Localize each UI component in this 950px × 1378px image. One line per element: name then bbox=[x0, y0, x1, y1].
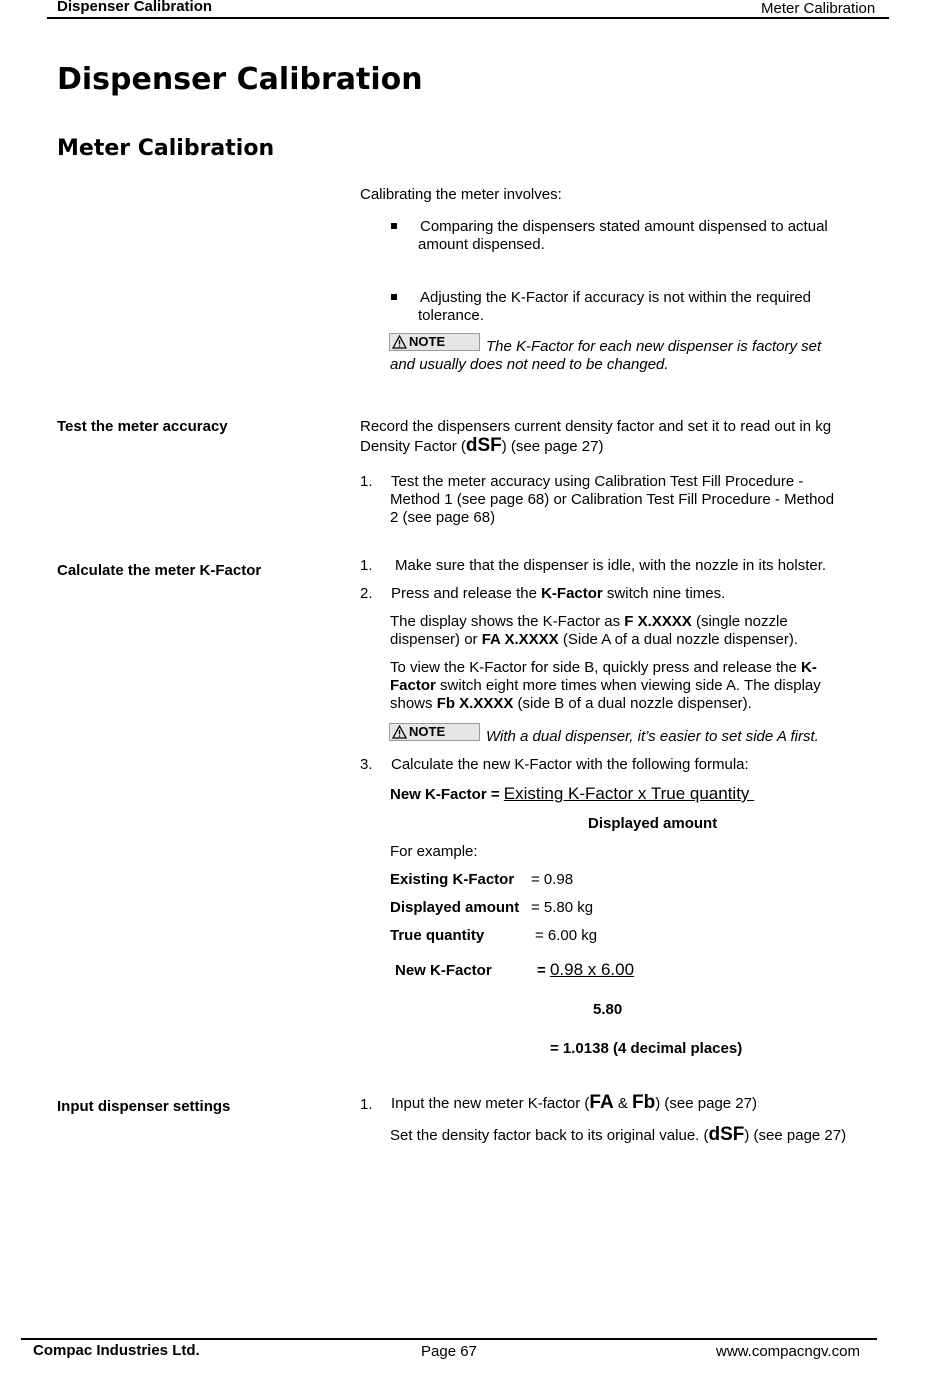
note-text: With a dual dispenser, it’s easier to set side A first. bbox=[486, 728, 819, 745]
bullet-marker bbox=[391, 294, 397, 300]
view-side-b-line-2: Factor switch eight more times when viewing side A. The display bbox=[390, 677, 821, 694]
step-number: 1. bbox=[360, 557, 373, 574]
note-text-line-2: and usually does not need to be changed. bbox=[390, 356, 669, 373]
step-number: 1. bbox=[360, 1096, 373, 1113]
bullet-1-line-2: amount dispensed. bbox=[418, 236, 545, 253]
warning-icon bbox=[392, 725, 407, 739]
header-rule bbox=[47, 17, 889, 19]
input-step-1: Input the new meter K-factor (FA & Fb) (see page 27) bbox=[391, 1092, 757, 1113]
test-step-1-line-2: Method 1 (see page 68) or Calibration Test Fill Procedure - Method bbox=[390, 491, 835, 508]
step-number: 2. bbox=[360, 585, 373, 602]
view-side-b-line-1: To view the K-Factor for side B, quickly press and release the K- bbox=[390, 659, 817, 676]
warning-icon bbox=[392, 335, 407, 349]
result-value: = 1.0138 (4 decimal places) bbox=[550, 1040, 743, 1057]
reset-density-line: Set the density factor back to its original value. (dSF) (see page 27) bbox=[390, 1124, 847, 1145]
note-text-line-1: The K-Factor for each new dispenser is factory set bbox=[486, 338, 822, 355]
example-displayed-value: = 5.80 kg bbox=[531, 899, 594, 916]
running-header-right: Meter Calibration bbox=[761, 0, 876, 17]
note-badge-label: NOTE bbox=[409, 724, 446, 739]
note-badge bbox=[389, 333, 480, 351]
example-true-label: True quantity bbox=[390, 927, 485, 944]
section-title: Meter Calibration bbox=[57, 136, 275, 161]
running-header-left: Dispenser Calibration bbox=[57, 0, 213, 15]
step-number: 3. bbox=[360, 756, 373, 773]
note-badge bbox=[389, 723, 480, 741]
display-code: Fb bbox=[632, 1092, 656, 1113]
view-side-b-line-3: shows Fb X.XXXX (side B of a dual nozzle dispenser). bbox=[390, 695, 752, 712]
display-code: FA bbox=[589, 1092, 614, 1113]
test-step-1-line-1: Test the meter accuracy using Calibration Test Fill Procedure - bbox=[391, 473, 804, 490]
intro-lead: Calibrating the meter involves: bbox=[360, 186, 562, 203]
display-desc-line-2: dispenser) or FA X.XXXX (Side A of a dual nozzle dispenser). bbox=[390, 631, 799, 648]
footer-rule bbox=[21, 1338, 877, 1340]
formula-label: New K-Factor = bbox=[390, 786, 504, 803]
footer-website: www.compacngv.com bbox=[716, 1343, 860, 1360]
side-heading-input: Input dispenser settings bbox=[57, 1098, 231, 1115]
example-true-value: = 6.00 kg bbox=[535, 927, 598, 944]
display-code: dSF bbox=[708, 1124, 745, 1145]
bullet-2-line-1: Adjusting the K-Factor if accuracy is not within the required bbox=[420, 289, 812, 306]
page-title: Dispenser Calibration bbox=[57, 62, 423, 97]
example-label: For example: bbox=[390, 843, 478, 860]
test-line-1: Record the dispensers current density factor and set it to read out in kg bbox=[360, 418, 832, 435]
calc-step-1: Make sure that the dispenser is idle, with the nozzle in its holster. bbox=[395, 557, 827, 574]
result-denominator: 5.80 bbox=[593, 1001, 623, 1018]
formula-numerator: Existing K-Factor x True quantity bbox=[503, 784, 755, 803]
display-desc-line-1: The display shows the K-Factor as F X.XXXX (single nozzle bbox=[390, 613, 788, 630]
side-heading-calculate: Calculate the meter K-Factor bbox=[57, 562, 262, 579]
footer-page-number: Page 67 bbox=[421, 1343, 477, 1360]
result-label: New K-Factor bbox=[395, 962, 492, 979]
footer-company: Compac Industries Ltd. bbox=[33, 1342, 200, 1359]
calc-step-2: Press and release the K-Factor switch nine times. bbox=[391, 585, 726, 602]
formula-denominator: Displayed amount bbox=[588, 815, 718, 832]
test-step-1-line-3: 2 (see page 68) bbox=[390, 509, 496, 526]
example-existing-label: Existing K-Factor bbox=[390, 871, 515, 888]
formula-line bbox=[390, 785, 754, 804]
example-displayed-label: Displayed amount bbox=[390, 899, 520, 916]
result-numerator: 0.98 x 6.00 bbox=[549, 960, 635, 979]
result-formula: = 0.98 x 6.00 bbox=[537, 960, 635, 979]
bullet-marker bbox=[391, 223, 397, 229]
note-badge-label: NOTE bbox=[409, 334, 446, 349]
step-number: 1. bbox=[360, 473, 373, 490]
bullet-1-line-1: Comparing the dispensers stated amount dispensed to actual bbox=[420, 218, 828, 235]
calc-step-3: Calculate the new K-Factor with the following formula: bbox=[391, 756, 749, 773]
display-code: dSF bbox=[465, 435, 502, 456]
example-existing-value: = 0.98 bbox=[531, 871, 574, 888]
bullet-2-line-2: tolerance. bbox=[418, 307, 484, 324]
side-heading-test: Test the meter accuracy bbox=[57, 418, 228, 435]
test-line-2: Density Factor (dSF) (see page 27) bbox=[360, 435, 604, 456]
